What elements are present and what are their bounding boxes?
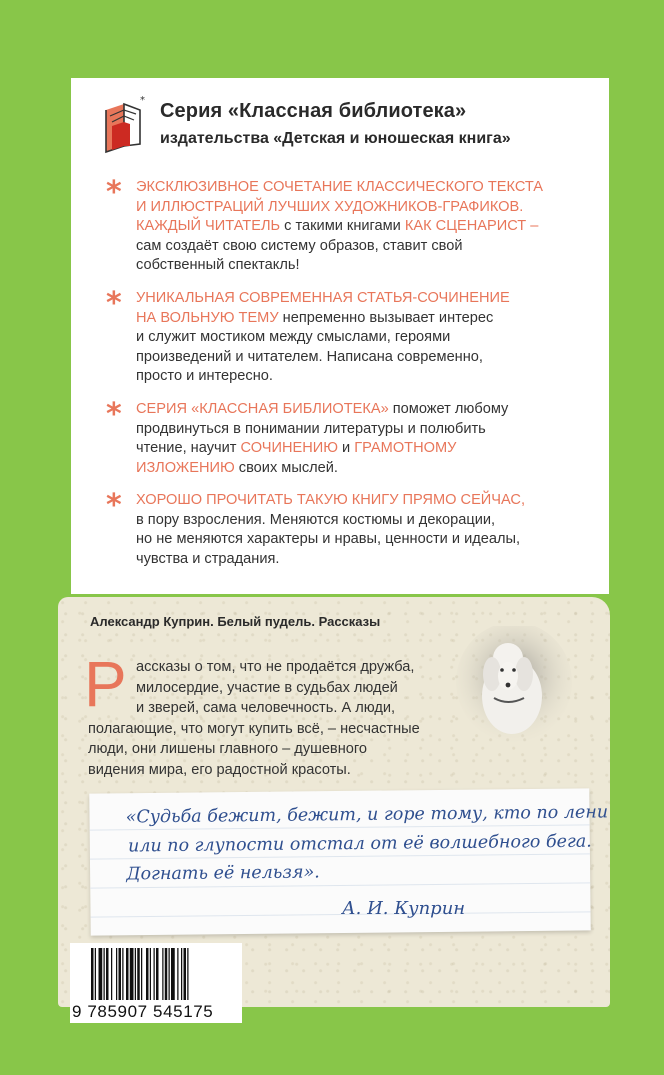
bullet-line [136,237,596,257]
description-line: ассказы о том, что не продаётся дружба, [136,659,415,675]
description-line: милосердие, участие в судьбах людей [136,679,398,696]
barcode-bar [130,948,134,1000]
bullet-line [136,198,596,218]
barcode-bar [91,948,94,1000]
highlight-text: КАК СЦЕНАРИСТ – [404,218,539,234]
quote-line: Догнать её нельзя». [126,862,320,885]
feature-bullet [136,400,596,478]
quote-line: или по глупости отстал от её волшебного бега. [127,831,592,856]
description-line: видения мира, его радостной красоты. [88,761,351,778]
bullet-line [136,217,596,237]
body-text: произведений и читателем. Написана современно, [136,348,483,365]
feature-bullet [136,491,596,569]
body-text: в пору взросления. Меняются костюмы и декорации, [136,511,496,528]
body-text: и [338,440,355,456]
quote-author: А. И. Куприн [342,898,466,919]
bullet-line [136,178,596,198]
barcode-bar [116,948,117,1000]
body-text: собственный спектакль! [136,257,300,273]
bullet-line [136,309,596,329]
highlight-text: СЕРИЯ «КЛАССНАЯ БИБЛИОТЕКА» [136,401,389,417]
body-text: непременно вызывает интерес [278,309,494,326]
barcode-bar [126,948,129,1000]
bullet-line [136,530,596,550]
barcode-bar [95,948,96,1000]
highlight-text: ИЗЛОЖЕНИЮ [136,459,235,476]
bullet-line [136,420,596,440]
highlight-text: ЭКСКЛЮЗИВНОЕ СОЧЕТАНИЕ КЛАССИЧЕСКОГО ТЕКСТА [136,179,544,195]
barcode-bar [111,948,112,1000]
series-title: Серия «Классная библиотека» [160,100,467,122]
barcode-bar [135,948,136,1000]
barcode-bar [177,948,178,1000]
barcode-bar [165,948,168,1000]
book-title: Александр Куприн. Белый пудель. Рассказы [90,614,381,629]
highlight-text: КАЖДЫЙ ЧИТАТЕЛЬ [136,218,281,234]
isbn-number: 9 785907 545175 [72,1002,214,1021]
highlight-text: ГРАМОТНОМУ [354,440,457,456]
series-logo-icon [100,96,146,156]
bullet-star-icon: * [106,175,122,210]
feature-bullet [136,289,596,387]
body-text: просто и интересно. [136,368,273,384]
barcode-bar [122,948,123,1000]
bullet-star-icon: * [106,397,122,432]
body-text: сам создаёт свою систему образов, ставит свой [136,237,463,254]
bullet-star-icon: * [106,286,122,321]
bullet-line [136,439,596,459]
body-text: с такими книгами [280,218,405,234]
bullet-line [136,328,596,348]
body-text: поможет любому [388,401,509,417]
body-text: и служит мостиком между смыслами, героями [136,329,451,345]
barcode-bar [187,948,188,1000]
body-text: чтение, научит [136,440,241,456]
barcode-bar [156,948,159,1000]
bullet-line [136,491,596,511]
bullet-line [136,256,596,276]
bullet-line [136,550,596,570]
bullet-line [136,511,596,531]
highlight-text: УНИКАЛЬНАЯ СОВРЕМЕННАЯ СТАТЬЯ-СОЧИНЕНИЕ [136,290,510,306]
barcode-bar [104,948,105,1000]
barcode-bar [99,948,103,1000]
highlight-text: ХОРОШО ПРОЧИТАТЬ ТАКУЮ КНИГУ ПРЯМО СЕЙЧАС, [136,492,526,508]
barcode-bar [119,948,122,1000]
highlight-text: СОЧИНЕНИЮ [240,440,338,456]
bullet-line [136,400,596,420]
book-description [88,657,458,780]
bullet-line [136,348,596,368]
body-text: чувства и страдания. [136,550,280,567]
body-text: продвинуться в понимании литературы и полюбить [136,420,486,437]
bullet-line [136,367,596,387]
barcode-bar [154,948,155,1000]
body-text: но не меняются характеры и нравы, ценности и идеалы, [136,531,521,547]
body-text: своих мыслей. [234,459,338,476]
highlight-text: НА ВОЛЬНУЮ ТЕМУ [136,309,279,326]
barcode-bar [106,948,109,1000]
barcode-bar [169,948,170,1000]
svg-text:*: * [140,96,145,106]
description-line: и зверей, сама человечность. А люди, [136,700,396,716]
quote-text [125,799,609,889]
barcode-bar [184,948,187,1000]
barcode-bar [181,948,182,1000]
quote-line: «Судьба бежит, бежит, и горе тому, кто по лени [125,802,609,828]
barcode-bar [171,948,175,1000]
barcode-icon [90,948,238,1000]
series-publisher: издательства «Детская и юношеская книга» [160,130,511,147]
drop-cap: Р [84,648,127,720]
description-line: полагающие, что могут купить всё, – несчастные [88,720,420,737]
barcode-bar [162,948,163,1000]
description-line: люди, они лишены главного – душевного [88,741,367,757]
barcode-bar [137,948,140,1000]
barcode-bar [150,948,151,1000]
bullet-star-icon: * [106,488,122,523]
barcode-bar [141,948,142,1000]
poodle-illustration-icon [456,626,572,750]
barcode-bar [146,948,149,1000]
bullet-line [136,289,596,309]
bullet-line [136,459,596,479]
feature-bullet [136,178,596,276]
highlight-text: И ИЛЛЮСТРАЦИЙ ЛУЧШИХ ХУДОЖНИКОВ-ГРАФИКОВ. [136,198,524,215]
